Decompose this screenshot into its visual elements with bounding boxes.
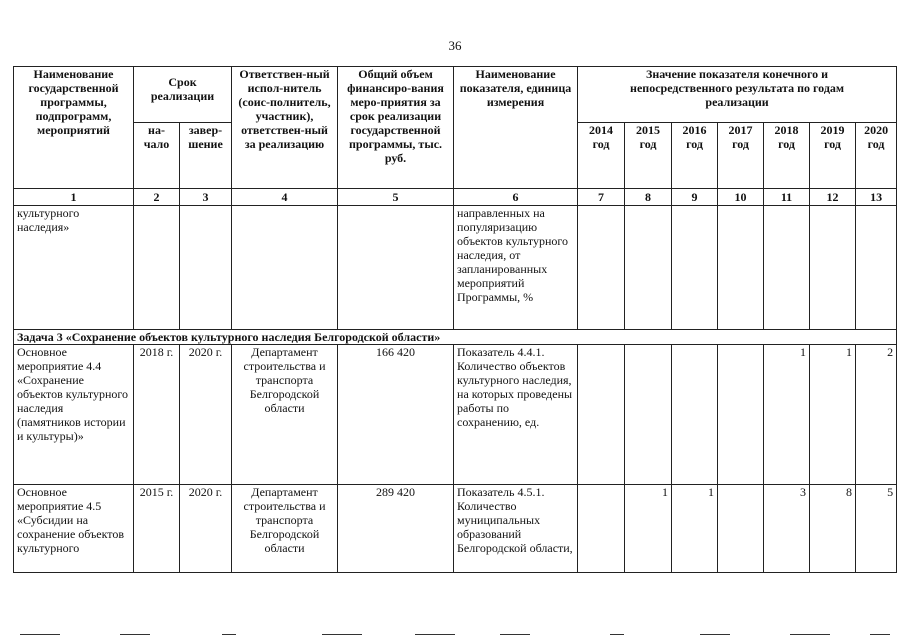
scan-edge-marks bbox=[0, 634, 905, 636]
responsible: Департамент строительства и транспорта Белгородской области bbox=[232, 345, 338, 485]
header-year-2020: 2020 год bbox=[856, 123, 897, 189]
indicator: Показатель 4.5.1. Количество муниципальных образований Белгородской области, bbox=[454, 485, 578, 573]
value-2019: 1 bbox=[810, 345, 856, 485]
value-2014 bbox=[578, 345, 625, 485]
term-end: 2020 г. bbox=[180, 345, 232, 485]
header-end: завер-шение bbox=[180, 123, 232, 189]
value-2016 bbox=[672, 345, 718, 485]
value-2015 bbox=[625, 206, 672, 330]
value-2017 bbox=[718, 206, 764, 330]
header-responsible: Ответствен-ный испол-нитель (соис-полнитель, участник), ответствен-ный за реализацию bbox=[232, 67, 338, 189]
program-table bbox=[13, 66, 897, 573]
column-number: 5 bbox=[338, 189, 454, 206]
column-number: 1 bbox=[14, 189, 134, 206]
table-row bbox=[14, 206, 897, 330]
event-name: культурного наследия» bbox=[14, 206, 134, 330]
table-row bbox=[14, 485, 897, 573]
value-2020 bbox=[856, 206, 897, 330]
term-start bbox=[134, 206, 180, 330]
page-number: 36 bbox=[448, 38, 462, 53]
event-name: Основное мероприятие 4.4 «Сохранение объектов культурного наследия (памятников истории и культуры)» bbox=[14, 345, 134, 485]
header-year-2019: 2019 год bbox=[810, 123, 856, 189]
value-2016: 1 bbox=[672, 485, 718, 573]
header-program-name: Наименование государственной программы, подпрограмм, мероприятий bbox=[14, 67, 134, 189]
column-number: 10 bbox=[718, 189, 764, 206]
header-year-2017: 2017 год bbox=[718, 123, 764, 189]
task-title: Задача 3 «Сохранение объектов культурного наследия Белгородской области» bbox=[14, 330, 897, 345]
header-indicator: Наименование показателя, единица измерения bbox=[454, 67, 578, 189]
header-year-2016: 2016 год bbox=[672, 123, 718, 189]
value-2018: 1 bbox=[764, 345, 810, 485]
term-start: 2018 г. bbox=[134, 345, 180, 485]
header-year-2014: 2014 год bbox=[578, 123, 625, 189]
table-row bbox=[14, 345, 897, 485]
value-2020: 2 bbox=[856, 345, 897, 485]
value-2018: 3 bbox=[764, 485, 810, 573]
financing: 166 420 bbox=[338, 345, 454, 485]
value-2015: 1 bbox=[625, 485, 672, 573]
value-2014 bbox=[578, 206, 625, 330]
column-number: 8 bbox=[625, 189, 672, 206]
responsible: Департамент строительства и транспорта Белгородской области bbox=[232, 485, 338, 573]
event-name: Основное мероприятие 4.5 «Субсидии на сохранение объектов культурного bbox=[14, 485, 134, 573]
value-2017 bbox=[718, 345, 764, 485]
header-start: на-чало bbox=[134, 123, 180, 189]
column-number: 4 bbox=[232, 189, 338, 206]
value-2019 bbox=[810, 206, 856, 330]
financing: 289 420 bbox=[338, 485, 454, 573]
term-start: 2015 г. bbox=[134, 485, 180, 573]
column-number: 6 bbox=[454, 189, 578, 206]
value-2015 bbox=[625, 345, 672, 485]
value-2016 bbox=[672, 206, 718, 330]
term-end: 2020 г. bbox=[180, 485, 232, 573]
header-year-2018: 2018 год bbox=[764, 123, 810, 189]
value-2014 bbox=[578, 485, 625, 573]
header-term: Срок реализации bbox=[134, 67, 232, 123]
column-number: 3 bbox=[180, 189, 232, 206]
responsible bbox=[232, 206, 338, 330]
column-number: 11 bbox=[764, 189, 810, 206]
value-2020: 5 bbox=[856, 485, 897, 573]
term-end bbox=[180, 206, 232, 330]
column-number: 12 bbox=[810, 189, 856, 206]
value-2018 bbox=[764, 206, 810, 330]
header-values: Значение показателя конечного и непосредственного результата по годам реализации bbox=[578, 67, 897, 123]
header-year-2015: 2015 год bbox=[625, 123, 672, 189]
indicator: направленных на популяризацию объектов культурного наследия, от запланированных мероприятий Программы, % bbox=[454, 206, 578, 330]
indicator: Показатель 4.4.1. Количество объектов культурного наследия, на которых проведены работы по сохранению, ед. bbox=[454, 345, 578, 485]
column-number: 9 bbox=[672, 189, 718, 206]
financing bbox=[338, 206, 454, 330]
column-number: 2 bbox=[134, 189, 180, 206]
column-number: 7 bbox=[578, 189, 625, 206]
header-financing: Общий объем финансиро-вания меро-приятия за срок реализации государственной программы, тыс. руб. bbox=[338, 67, 454, 189]
value-2019: 8 bbox=[810, 485, 856, 573]
task-row bbox=[14, 330, 897, 345]
column-number: 13 bbox=[856, 189, 897, 206]
value-2017 bbox=[718, 485, 764, 573]
